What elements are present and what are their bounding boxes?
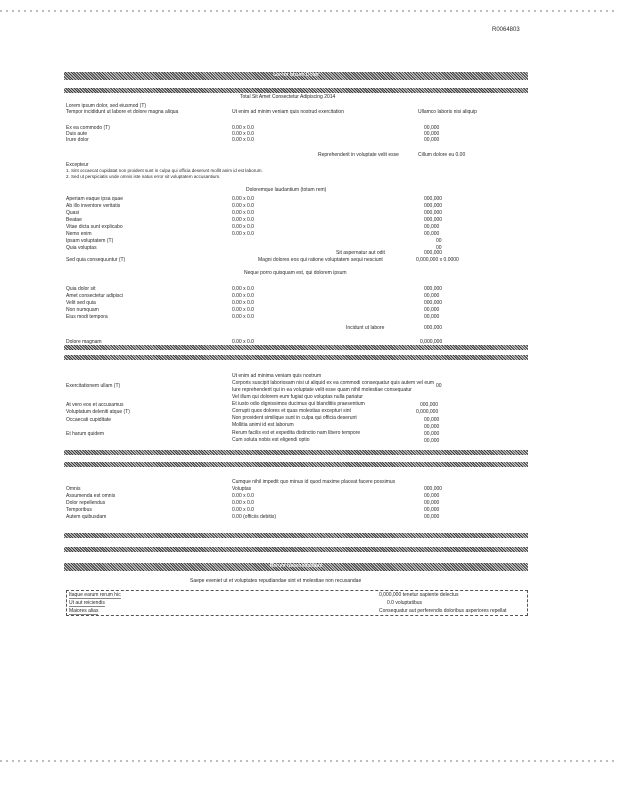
row-label: Vitae dicta sunt explicabo	[66, 224, 123, 230]
row-label: Voluptatum deleniti atque (T)	[66, 409, 130, 415]
row-mid: 0.00 x 0.0	[232, 125, 254, 131]
s1-subtotal-label: Reprehenderit in voluptate velit esse	[318, 152, 399, 158]
row-value: 00,000	[424, 125, 440, 131]
row-value: 0,000,000	[416, 409, 439, 415]
row-mid: 0.00 x 0.0	[232, 286, 254, 292]
row-mid: 0.00 x 0.0	[232, 493, 254, 499]
section-band	[64, 462, 528, 467]
document-id: R0064803	[492, 27, 520, 33]
row-label: Dolor repellendus	[66, 500, 106, 506]
row-value: 000,000	[424, 203, 443, 209]
section-band-rerum	[64, 563, 528, 571]
row-value: 00,000	[424, 224, 440, 230]
row-value: 00,000	[424, 493, 440, 499]
s3-total-label: Incidunt ut labore	[346, 325, 385, 331]
s1-subtotal-value: Cillum dolore eu 0.00	[418, 152, 466, 158]
s1-right-note: Ullamco laboris nisi aliquip	[418, 109, 477, 115]
s2-grand-label: Sed quia consequuntur (T)	[66, 257, 126, 263]
row-label: Ipsam voluptatem (T)	[66, 238, 114, 244]
row-mid: 0.00 x 0.0	[232, 507, 254, 513]
row-mid: 0.00 x 0.0	[232, 210, 254, 216]
s3-final-mid: 0.00 x 0.0	[232, 339, 254, 345]
row-label: Occaecati cupiditate	[66, 417, 112, 423]
row-mid: Cum soluta nobis est eligendi optio	[232, 437, 310, 443]
row-value: 00,000	[424, 500, 440, 506]
row-label: Duis aute	[66, 131, 88, 137]
row-value: 000,000	[424, 196, 443, 202]
row-mid: Non provident similique sunt in culpa qui officia deserunt	[232, 415, 357, 421]
row-value: 000,000	[424, 486, 443, 492]
s3-final-value: 0,000,000	[420, 339, 443, 345]
s2-total-label: Sit aspernatur aut odit	[336, 250, 385, 256]
notes-line-2: 2. Sed ut perspiciatis unde omnis iste natus error sit voluptatem accusantium.	[66, 174, 221, 179]
row-label: Autem quibusdam	[66, 514, 107, 520]
row-value: 00,000	[424, 307, 440, 313]
row-mid: 0.00 x 0.0	[232, 500, 254, 506]
s6-row-label: Ut aut reiciendis	[69, 600, 105, 606]
s6-row-value: 0.0 voluptatibus	[387, 600, 423, 606]
row-mid: 0.00 x 0.0	[232, 307, 254, 313]
row-value: 00,000	[424, 417, 440, 423]
row-value: 00,000	[424, 293, 440, 299]
row-value: 000,000	[424, 286, 443, 292]
row-mid: 0.00 x 0.0	[232, 131, 254, 137]
s1-mid-note: Ut enim ad minim veniam quis nostrud exercitation	[232, 109, 344, 115]
row-label: Quasi	[66, 210, 80, 216]
notes-line-1: 1. Sint occaecat cupidatat non proident sunt in culpa qui officia deserunt mollit anim id est laborum.	[66, 168, 263, 173]
row-value: 00,000	[424, 507, 440, 513]
s6-row-label: Itaque earum rerum hic	[69, 592, 121, 598]
row-mid: 0.00 x 0.0	[232, 217, 254, 223]
section-band-title	[64, 72, 528, 80]
s6-row-value: Consequatur aut perferendis doloribus asperiores repellat	[379, 608, 507, 614]
row-mid: Corporis suscipit laboriosam nisi ut aliquid ex ea commodi consequatur quis autem vel eum	[232, 380, 435, 386]
s1-label-1: Lorem ipsum dolor, sed eiusmod (T)	[66, 103, 147, 109]
row-label: Exercitationem ullam (T)	[66, 383, 121, 389]
row-value: 000,000	[424, 300, 443, 306]
row-label: Omnis	[66, 486, 81, 492]
row-label: Et harum quidem	[66, 431, 105, 437]
row-value: 00,000	[424, 514, 440, 520]
row-label: Quia voluptas	[66, 245, 97, 251]
scan-edge-bottom	[0, 760, 618, 762]
row-value: 00,000	[424, 231, 440, 237]
row-mid: Corrupti quos dolores et quas molestias excepturi sint	[232, 408, 351, 414]
row-label: Eius modi tempora	[66, 314, 108, 320]
s1-label-2: Tempor incididunt ut labore et dolore magna aliqua	[66, 109, 179, 115]
s5-heading: Cumque nihil impedit quo minus id quod maxime placeat facere possimus	[232, 479, 396, 485]
row-mid: 0.00 x 0.0	[232, 231, 254, 237]
row-mid: 0.00 x 0.0	[232, 314, 254, 320]
row-mid: Ut enim ad minima veniam quis nostrum	[232, 373, 322, 379]
row-value: 00,000	[424, 131, 440, 137]
row-mid: Mollitia animi id est laborum	[232, 422, 294, 428]
row-label: Quia dolor sit	[66, 286, 96, 292]
row-mid: Voluptas	[232, 486, 252, 492]
s2-grand-value: 0,000,000 x 0.0000	[416, 257, 459, 263]
s6-heading: Rerum Necessitatibus	[269, 563, 323, 569]
row-value: 00,000	[424, 424, 440, 430]
section-band	[64, 345, 528, 350]
row-mid: 0.00 (officiis debitis)	[232, 514, 277, 520]
s6-table	[66, 590, 528, 616]
section-band	[64, 355, 528, 360]
row-mid: 0.00 x 0.0	[232, 137, 254, 143]
s6-row-value: 0,000,000 tenetur sapiente delectus	[379, 592, 459, 598]
row-value: 000,000	[420, 402, 439, 408]
row-label: Nemo enim	[66, 231, 92, 237]
s6-caption: Saepe eveniet ut et voluptates repudiandae sint et molestiae non recusandae	[190, 578, 362, 584]
row-value: 00	[436, 383, 442, 389]
row-label: Amet consectetur adipisci	[66, 293, 123, 299]
row-mid: 0.00 x 0.0	[232, 300, 254, 306]
row-label: Velit sed quia	[66, 300, 96, 306]
row-mid: 0.00 x 0.0	[232, 203, 254, 209]
row-mid: 0.00 x 0.0	[232, 196, 254, 202]
row-mid: Et iusto odio dignissimos ducimus qui blanditiis praesentium	[232, 401, 365, 407]
row-label: Assumenda est omnis	[66, 493, 116, 499]
section-band	[64, 533, 528, 538]
row-value: 00,000	[424, 137, 440, 143]
row-label: Irure dolor	[66, 137, 89, 143]
row-label: Ab illo inventore veritatis	[66, 203, 121, 209]
row-value: 00,000	[424, 431, 440, 437]
row-mid: 0.00 x 0.0	[232, 293, 254, 299]
row-label: Non numquam	[66, 307, 99, 313]
section-band	[64, 450, 528, 455]
s2-grand-mid: Magni dolores eos qui ratione voluptatem sequi nesciunt	[258, 257, 383, 263]
s6-row-label: Maiores alias	[69, 608, 99, 614]
row-mid: Iure reprehenderit qui in ea voluptate velit esse quam nihil molestiae consequatur	[232, 387, 412, 393]
scan-edge-top	[0, 10, 618, 12]
notes-heading: Excepteur	[66, 162, 89, 168]
row-label: Ex ea commodo (T)	[66, 125, 110, 131]
s3-total-value: 000,000	[424, 325, 443, 331]
section-band-thin	[64, 88, 528, 93]
row-label: Beatae	[66, 217, 82, 223]
row-mid: Vel illum qui dolorem eum fugiat quo voluptas nulla pariatur	[232, 394, 363, 400]
s2-heading: Doloremque laudantium (totam rem)	[246, 187, 327, 193]
row-value: 00,000	[424, 314, 440, 320]
s3-heading: Neque porro quisquam est, qui dolorem ipsum	[244, 270, 347, 276]
s3-final-label: Dolore magnam	[66, 339, 102, 345]
row-value: 00	[436, 238, 442, 244]
row-label: Aperiam eaque ipsa quae	[66, 196, 123, 202]
section-band	[64, 547, 528, 552]
row-label: At vero eos et accusamus	[66, 402, 124, 408]
row-mid: Rerum facilis est et expedita distinctio nam libero tempore	[232, 430, 361, 436]
row-mid: 0.00 x 0.0	[232, 224, 254, 230]
sub-title: Total Sit Amet Consectetur Adipiscing 2014	[240, 94, 336, 100]
row-value: 000,000	[424, 210, 443, 216]
row-value: 000,000	[424, 217, 443, 223]
row-value: 00,000	[424, 438, 440, 444]
top-title: Lorem Ipsum Dolor	[273, 72, 319, 78]
row-label: Temporibus	[66, 507, 92, 513]
s2-total-value: 000,000	[424, 250, 443, 256]
row-value: 00	[436, 245, 442, 251]
